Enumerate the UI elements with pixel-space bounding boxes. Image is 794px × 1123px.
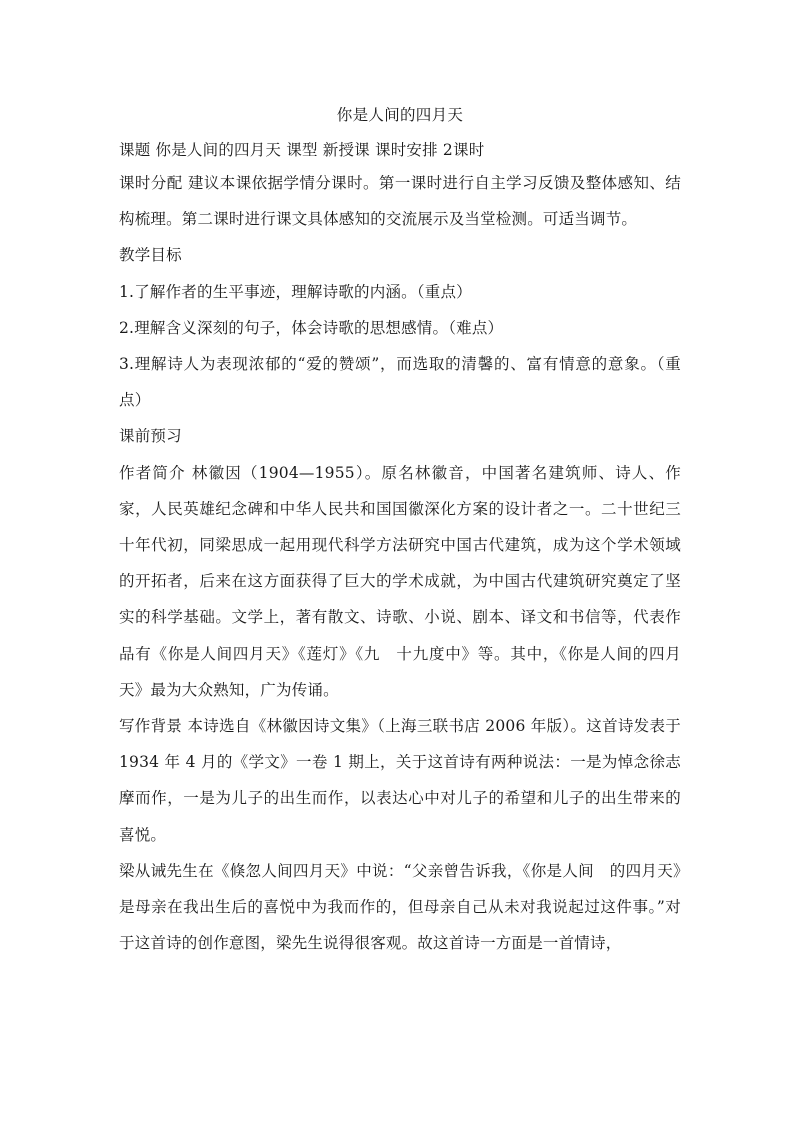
document-body <box>119 102 681 961</box>
lesson-info-line: 课题 你是人间的四月天 课型 新授课 课时安排 2课时 <box>119 141 485 159</box>
lesson-allocation-paragraph: 课时分配 建议本课依据学情分课时。第一课时进行自主学习反馈及整体感知、结构梳理。第二课时进行课文具体感知的交流展示及当堂检测。可适当调节。 <box>119 174 681 229</box>
preview-heading: 课前预习 <box>119 427 182 446</box>
document-title: 你是人间的四月天 <box>336 106 464 124</box>
liang-quote-paragraph: 梁从诫先生在《倏忽人间四月天》中说：“父亲曾告诉我，《你是人间 的四月天》是母亲在我出生后的喜悦中为我而作的，但母亲自己从未对我说起过这件事。”对于这首诗的创作意图，梁先生说得很客观。故这首诗一方面是一首情诗， <box>119 861 681 953</box>
teaching-goal-2: 2.理解含义深刻的句子，体会诗歌的思想感情。（难点） <box>119 318 504 337</box>
writing-background-paragraph: 写作背景 本诗选自《林徽因诗文集》（上海三联书店 2006 年版）。这首诗发表于 1934 年 4 月的《学文》一卷 1 期上，关于这首诗有两种说法：一是为悼念徐志摩而作，一是为儿子的出生而作，以表达心中对儿子的希望和儿子的出生带来的喜悦。 <box>119 717 681 844</box>
teaching-goal-1: 1.了解作者的生平事迹，理解诗歌的内涵。（重点） <box>119 282 472 301</box>
teaching-goal-3: 3.理解诗人为表现浓郁的“爱的赞颂”，而选取的清馨的、富有情意的意象。（重点） <box>119 355 681 410</box>
teaching-goals-heading: 教学目标 <box>119 246 182 265</box>
author-intro-paragraph: 作者简介 林徽因（1904—1955）。原名林徽音，中国著名建筑师、诗人、作家，人民英雄纪念碑和中华人民共和国国徽深化方案的设计者之一。二十世纪三十年代初，同梁思成一起用现代科学方法研究中国古代建筑，成为这个学术领域的开拓者，后来在这方面获得了巨大的学术成就，为中国古代建筑研究奠定了坚实的科学基础。文学上，著有散文、诗歌、小说、剧本、译文和书信等，代表作品有《你是人间四月天》《莲灯》《九 十九度中》等。其中，《你是人间的四月天》最为大众熟知，广为传诵。 <box>119 463 681 699</box>
